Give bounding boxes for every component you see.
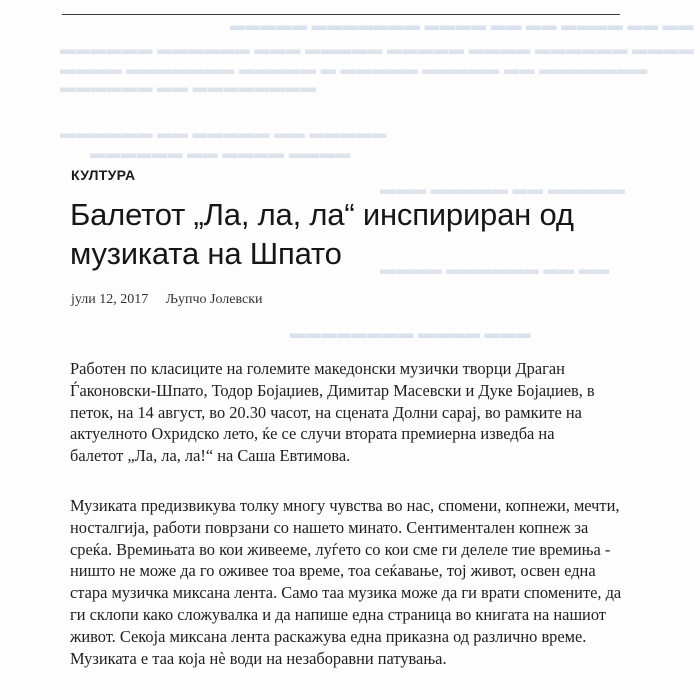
paragraph-intro <box>70 358 636 467</box>
text-line: Ѓаконовски-Шпато, Тодор Бојаџиев, Димитар Масевски и Дуке Бојаџиев, в <box>70 380 595 400</box>
top-divider <box>62 14 620 15</box>
text-line: среќа. Времињата во кои живееме, луѓето со кои сме ги делеле тие времиња - <box>70 539 611 559</box>
article-title <box>70 195 630 273</box>
bleed-through-texture: ▬▬▬▬▬▬ ▬▬▬▬▬▬ ▬▬▬ ▬▬▬▬▬ ▬▬▬▬▬ ▬▬▬▬ ▬▬▬▬▬▬ ▬▬▬▬ <box>60 42 695 58</box>
bleed-through-texture: ▬▬▬▬▬▬ ▬▬ ▬▬▬▬▬▬▬▬ <box>60 80 317 96</box>
text-line: петок, на 14 август, во 20.30 часот, на сцената Долни сарај, во рамките на <box>70 402 582 422</box>
text-line: балетот „Ла, ла, ла!“ на Саша Евтимова. <box>70 446 351 466</box>
category-label: КУЛТУРА <box>71 167 136 183</box>
text-line: ги склопи како сложувалка и да напише една страница во книгата на нашиот <box>70 604 606 624</box>
text-line: носталгија, работи поврзани со нашето минато. Сентиментален копнеж за <box>70 517 589 537</box>
text-line: стара музичка миксана лента. Само таа музика може да ги врати спомените, да <box>70 583 622 603</box>
text-line: актуелното Охридско лето, ќе се случи втората премиерна изведба на <box>70 424 555 444</box>
bleed-through-texture: ▬▬▬▬ ▬▬▬▬▬▬▬ ▬▬▬▬▬ ▬ ▬▬▬▬▬ ▬▬▬▬▬ ▬▬ ▬▬▬▬▬▬▬ <box>60 62 648 78</box>
text-line: ништо не може да го оживее тоа време, тоа сеќавање, тој живот, освен една <box>70 561 596 581</box>
bleed-through-texture: ▬▬▬▬▬▬▬▬ ▬▬▬▬ ▬▬▬ <box>290 326 531 342</box>
publish-date: јули 12, 2017 <box>71 292 149 307</box>
text-line: Работен по класиците на големите македонски музички творци Драган <box>70 359 565 378</box>
bleed-through-texture: ▬▬▬▬▬▬ ▬▬ ▬▬▬▬ ▬▬▬▬ <box>90 146 351 162</box>
bleed-through-texture: ▬▬▬▬ ▬▬▬▬▬▬ ▬▬ ▬▬ <box>380 262 610 278</box>
title-line: музиката на Шпато <box>70 236 342 271</box>
bleed-through-texture: ▬▬▬ ▬▬▬▬▬ ▬▬ ▬▬▬▬▬ <box>380 182 626 198</box>
paragraph-body <box>70 495 636 669</box>
bleed-through-texture: ▬▬▬▬▬▬ ▬▬ ▬▬▬▬▬ ▬▬ ▬▬▬▬▬ <box>60 126 387 142</box>
text-line: Музиката е таа која нè води на незаборавни патувања. <box>70 648 447 668</box>
article-meta <box>71 292 277 308</box>
text-line: Музиката предизвикува толку многу чувства во нас, спомени, копнежи, мечти, <box>70 496 620 515</box>
title-line: Балетот „Ла, ла, ла“ инспириран од <box>70 197 574 232</box>
bleed-through-texture: ▬▬▬▬▬ ▬▬▬▬▬▬▬ ▬▬▬▬ ▬▬ ▬▬ ▬▬▬▬ ▬▬ ▬▬ <box>230 18 694 34</box>
author-name: Љупчо Јолевски <box>165 292 263 307</box>
text-line: живот. Секоја миксана лента раскажува една приказна од различно време. <box>70 626 587 646</box>
